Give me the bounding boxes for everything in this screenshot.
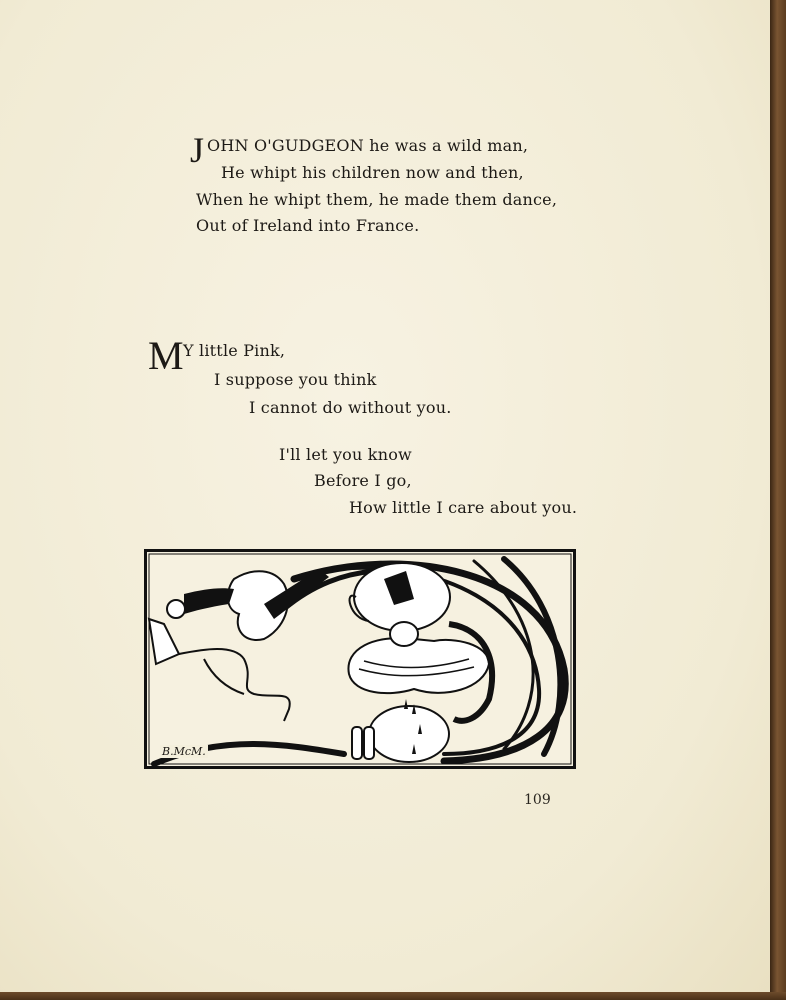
poem2-line-2: I suppose you think xyxy=(214,370,377,389)
poem1-line-2: He whipt his children now and then, xyxy=(221,163,524,182)
poem2-line-3: I cannot do without you. xyxy=(249,398,452,417)
dropcap-m: M xyxy=(148,333,184,378)
poem1-line-1: OHN O'GUDGEON he was a wild man, xyxy=(207,136,529,155)
poem1-line-4: Out of Ireland into France. xyxy=(196,216,420,235)
artist-signature: B.McM. xyxy=(162,745,206,758)
poem2-line-5: Before I go, xyxy=(314,471,412,490)
poem2-line-1: Y little Pink, xyxy=(183,341,286,360)
dropcap-j: J xyxy=(190,130,205,170)
page-number: 109 xyxy=(524,792,551,808)
book-bottom-edge xyxy=(0,992,786,1000)
poem1-line-3: When he whipt them, he made them dance, xyxy=(196,190,558,209)
poem2-line-4: I'll let you know xyxy=(279,445,412,464)
book-spine-edge xyxy=(770,0,786,1000)
poem2-line-6: How little I care about you. xyxy=(349,498,578,517)
illustration-crying-girl xyxy=(144,549,576,769)
